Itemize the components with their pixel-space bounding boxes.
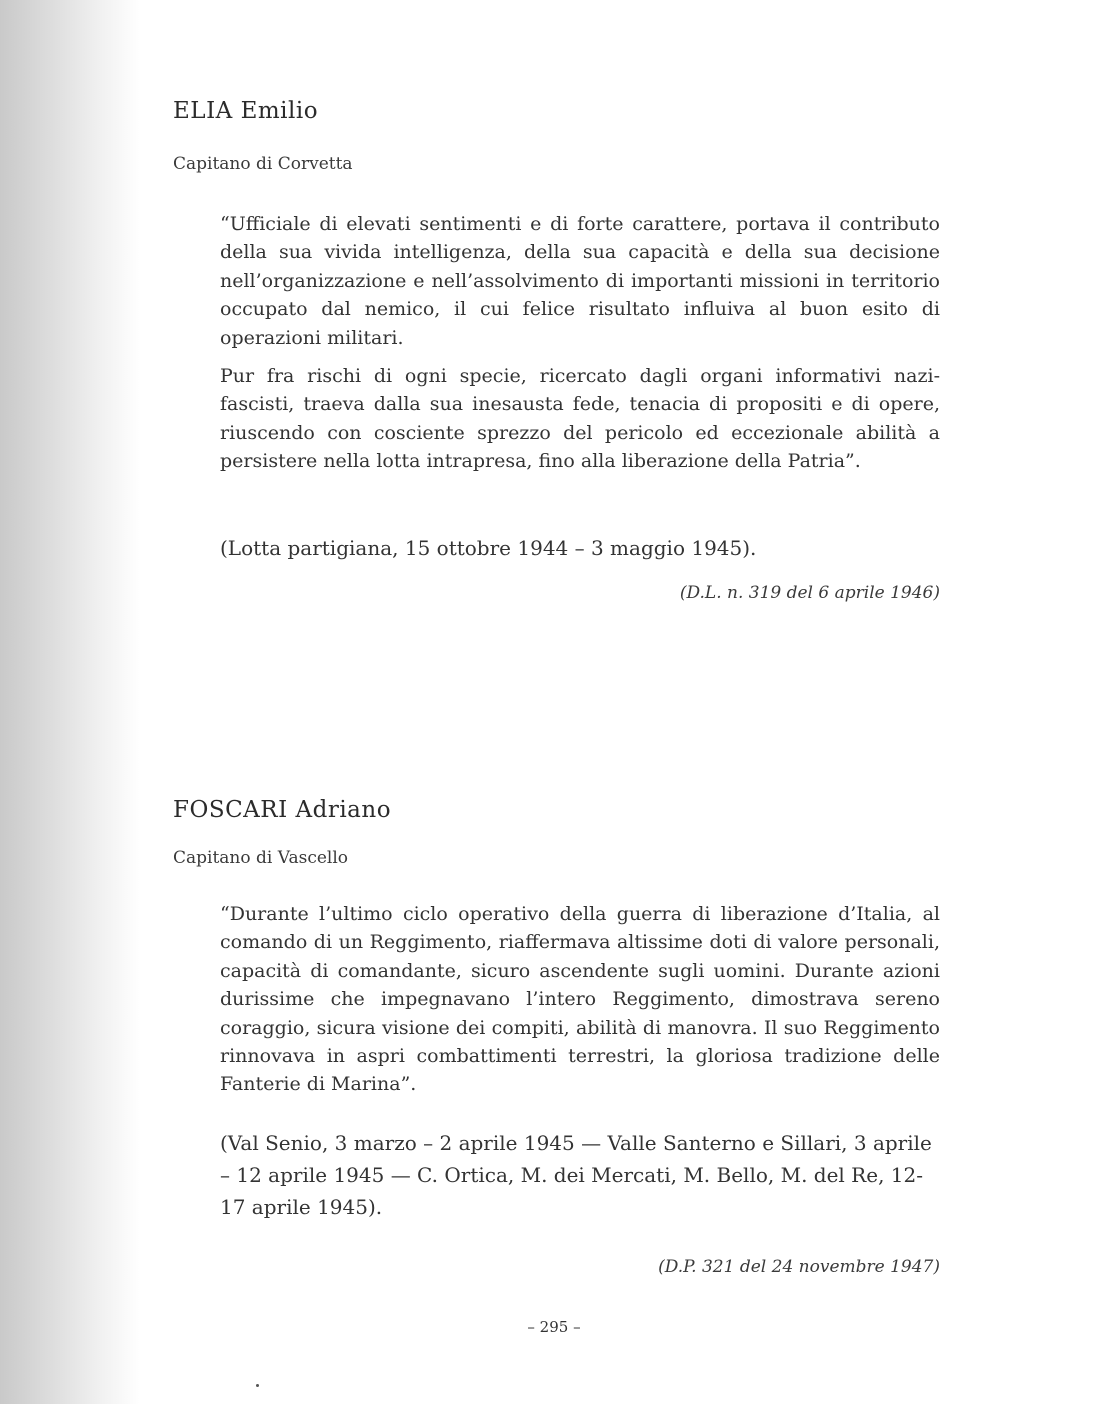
entry-rank: Capitano di Vascello <box>173 848 349 868</box>
entry-surname: ELIA <box>173 98 233 124</box>
decree-reference: (D.P. 321 del 24 novembre 1947) <box>658 1257 940 1277</box>
decree-reference: (D.L. n. 319 del 6 aprile 1946) <box>679 583 940 603</box>
entry-name-elia <box>173 98 318 124</box>
entry-rank: Capitano di Corvetta <box>173 154 353 174</box>
citation-block <box>220 900 940 1109</box>
citation-paragraph: Pur fra rischi di ogni specie, ricercato dagli organi informativi nazi-fascisti, traeva dalla sua inesausta fede, tenacia di propositi e di opere, riuscendo con cosciente sprezzo del pericolo ed eccezionale abilità a persistere nella lotta intrapresa, fino alla liberazione della Patria”. <box>220 365 940 473</box>
entry-surname: FOSCARI <box>173 797 288 823</box>
entry-given-name: Emilio <box>240 98 319 124</box>
citation-paragraph: “Durante l’ultimo ciclo operativo della guerra di liberazione d’Italia, al comando di un Reggimento, riaffermava altissime doti di valore personali, capacità di comandante, sicuro ascendente sugli uomini. Durante azioni durissime che impegnavano l’intero Reggimento, dimostrava sereno coraggio, sicura visione dei compiti, abilità di manovra. Il suo Reggimento rinnovava in aspri combattimenti terrestri, la gloriosa tradizione delle Fanterie di Marina”. <box>220 903 940 1096</box>
citation-paragraph: “Ufficiale di elevati sentimenti e di forte carattere, portava il contributo della sua vivida intelligenza, della sua capacità e della sua decisione nell’organizzazione e nell’assolvimento di importanti missioni in territorio occupato dal nemico, il cui felice risultato influiva al buon esito di operazioni militari. <box>220 213 940 349</box>
campaign-period: (Val Senio, 3 marzo – 2 aprile 1945 — Valle Santerno e Sillari, 3 aprile – 12 aprile 1945 — C. Ortica, M. dei Mercati, M. Bello, M. del Re, 12-17 aprile 1945). <box>220 1131 932 1219</box>
campaign-period: (Lotta partigiana, 15 ottobre 1944 – 3 maggio 1945). <box>220 536 757 560</box>
page-number: – 295 – <box>527 1318 581 1336</box>
scan-speck <box>256 1384 259 1387</box>
citation-block <box>220 210 940 486</box>
entry-name-foscari <box>173 797 391 823</box>
entry-given-name: Adriano <box>295 797 392 823</box>
